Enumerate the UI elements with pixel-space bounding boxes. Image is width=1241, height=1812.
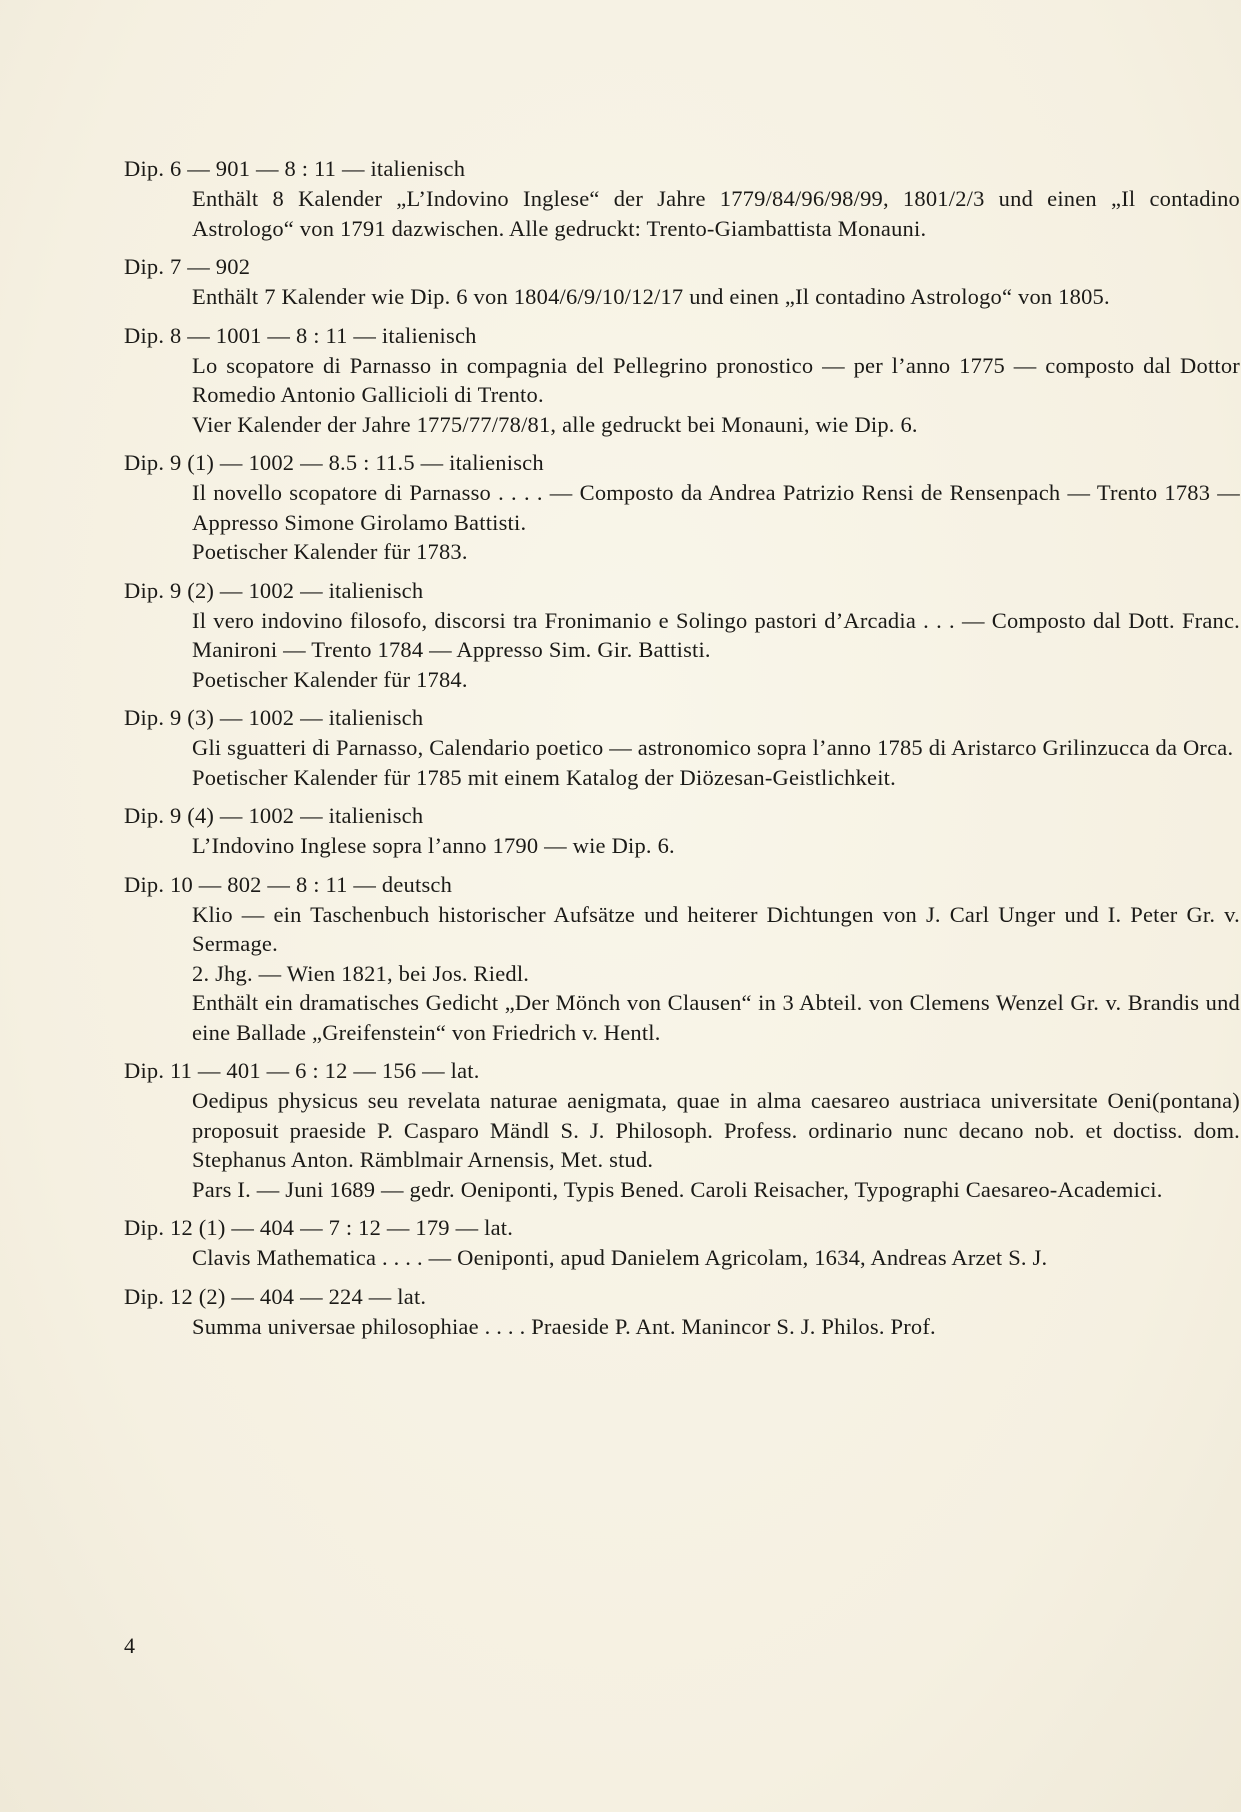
entry-heading: Dip. 9 (4) — 1002 — italienisch: [124, 803, 424, 828]
entry-description: 2. Jhg. — Wien 1821, bei Jos. Riedl.: [192, 960, 530, 986]
entry-description: Il novello scopatore di Parnasso . . . . — Composto da Andrea Patrizio Rensi de Rensenpach — Trento 1783 — Appresso Simone Girolamo Battisti.: [192, 480, 1240, 535]
catalog-entry: [124, 154, 1240, 243]
entry-heading: Dip. 11 — 401 — 6 : 12 — 156 — lat.: [124, 1058, 480, 1083]
catalog-entry: [124, 1056, 1240, 1204]
entry-heading: Dip. 12 (1) — 404 — 7 : 12 — 179 — lat.: [124, 1215, 514, 1240]
entry-description: Il vero indovino filosofo, discorsi tra Fronimanio e Solingo pastori d’Arcadia . . . — Composto dal Dott. Franc. Manironi — Trento 1784 — Appresso Sim. Gir. Battisti.: [192, 607, 1240, 662]
entry-description: Poetischer Kalender für 1785 mit einem Katalog der Diözesan-Geistlichkeit.: [192, 764, 896, 790]
entry-heading: Dip. 9 (1) — 1002 — 8.5 : 11.5 — italienisch: [124, 450, 544, 475]
catalog-entry: [124, 321, 1240, 440]
entry-heading: Dip. 6 — 901 — 8 : 11 — italienisch: [124, 156, 466, 181]
catalog-entry: [124, 801, 1119, 861]
entry-description: Gli sguatteri di Parnasso, Calendario poetico — astronomico sopra l’anno 1785 di Aristarco Grilinzucca da Orca.: [192, 735, 1234, 760]
entry-heading: Dip. 7 — 902: [124, 254, 251, 279]
catalog-entries: [124, 154, 1240, 1350]
entry-heading: Dip. 9 (3) — 1002 — italienisch: [124, 705, 424, 730]
entry-heading: Dip. 10 — 802 — 8 : 11 — deutsch: [124, 871, 453, 897]
entry-heading: Dip. 9 (2) — 1002 — italienisch: [124, 577, 424, 603]
entry-description: L’Indovino Inglese sopra l’anno 1790 — wie Dip. 6.: [192, 833, 675, 858]
entry-description: Oedipus physicus seu revelata naturae aenigmata, quae in alma caesareo austriaca universitate Oeni(pontana) proposuit praeside P. Casparo Mändl S. J. Philosoph. Profess. ordinario nunc decano nob. et doctiss. dom. Stephanus Anton. Rämblmair Arnensis, Met. stud.: [192, 1088, 1240, 1172]
entry-description: Summa universae philosophiae . . . . Praeside P. Ant. Manincor S. J. Philos. Prof.: [192, 1313, 936, 1339]
catalog-entry: [124, 252, 1119, 312]
entry-description: Enthält 7 Kalender wie Dip. 6 von 1804/6/9/10/12/17 und einen „Il contadino Astrologo“ von 1805.: [192, 284, 1110, 309]
catalog-entry: [124, 576, 1240, 695]
entry-heading: Dip. 8 — 1001 — 8 : 11 — italienisch: [124, 322, 477, 348]
catalog-entry: [124, 1282, 1119, 1342]
entry-description: Clavis Mathematica . . . . — Oeniponti, apud Danielem Agricolam, 1634, Andreas Arzet S. J.: [192, 1245, 1048, 1270]
entry-description: Poetischer Kalender für 1784.: [192, 666, 468, 692]
entry-description: Poetischer Kalender für 1783.: [192, 539, 468, 564]
entry-description: Lo scopatore di Parnasso in compagnia del Pellegrino pronostico — per l’anno 1775 — composto dal Dottor Romedio Antonio Gallicioli di Trento.: [192, 352, 1240, 407]
entry-description: Klio — ein Taschenbuch historischer Aufsätze und heiterer Dichtungen von J. Carl Unger und I. Peter Gr. v. Sermage.: [192, 901, 1240, 956]
catalog-entry: [124, 703, 1234, 792]
entry-description: Pars I. — Juni 1689 — gedr. Oeniponti, Typis Bened. Caroli Reisacher, Typographi Caesareo-Academici.: [192, 1176, 1163, 1202]
entry-description: Enthält 8 Kalender „L’Indovino Inglese“ der Jahre 1779/84/96/98/99, 1801/2/3 und einen „Il contadino Astrologo“ von 1791 dazwischen. Alle gedruckt: Trento-Giambattista Monauni.: [192, 186, 1240, 241]
entry-description: Vier Kalender der Jahre 1775/77/78/81, alle gedruckt bei Monauni, wie Dip. 6.: [192, 411, 918, 437]
entry-heading: Dip. 12 (2) — 404 — 224 — lat.: [124, 1283, 427, 1309]
catalog-entry: [124, 1213, 1119, 1273]
entry-description: Enthält ein dramatisches Gedicht „Der Mönch von Clausen“ in 3 Abteil. von Clemens Wenzel Gr. v. Brandis und eine Ballade „Greifenstein“ von Friedrich v. Hentl.: [192, 990, 1240, 1045]
page-number: 4: [124, 1633, 135, 1658]
catalog-entry: [124, 448, 1240, 567]
catalog-entry: [124, 870, 1240, 1048]
